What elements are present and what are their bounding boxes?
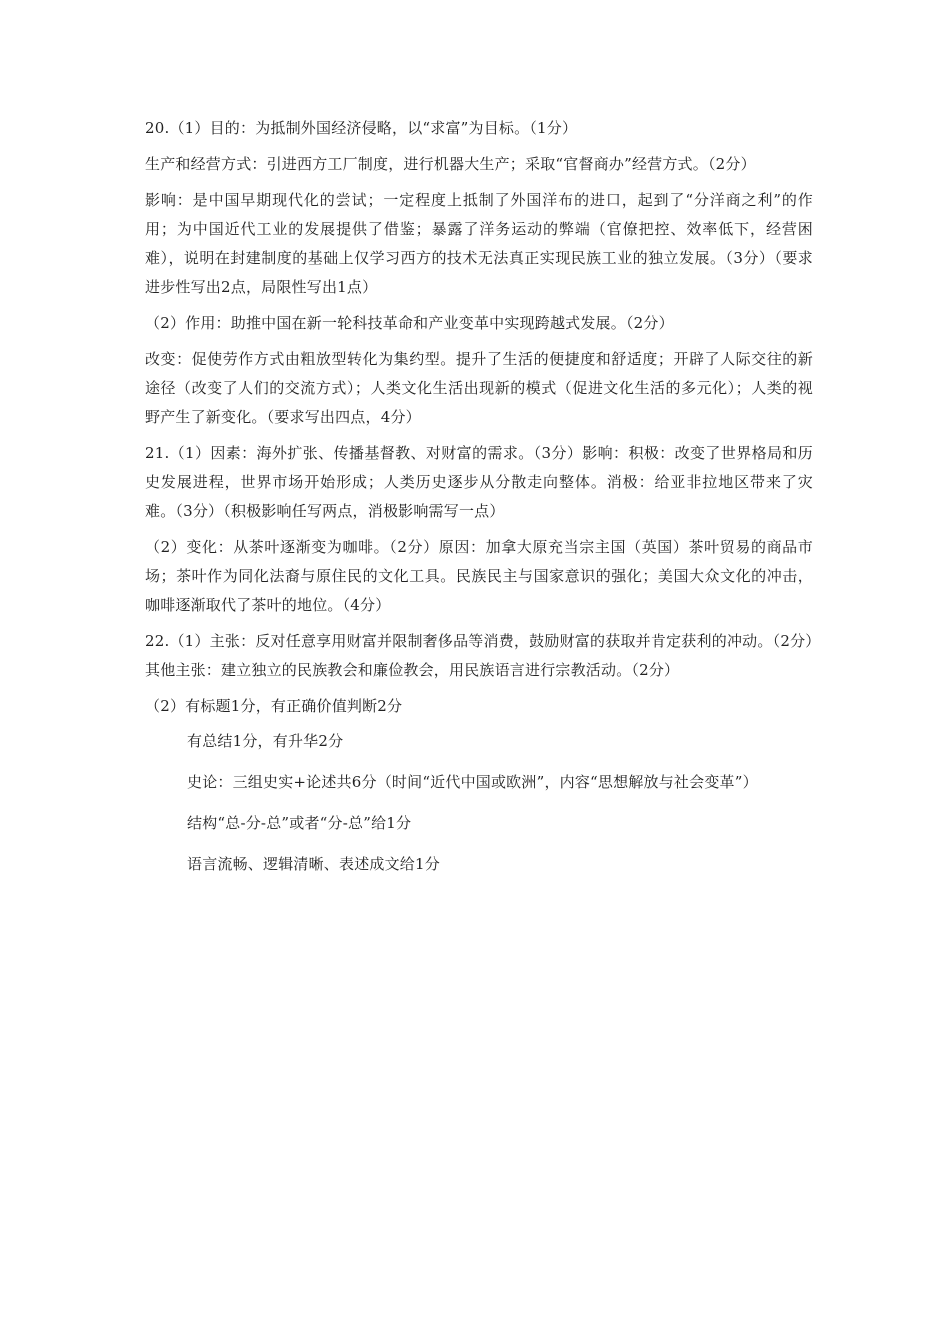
rubric-item-structure: 结构“总-分-总”或者“分-总”给1分: [187, 814, 412, 832]
q21-part2: （2）变化：从茶叶逐渐变为咖啡。（2分）原因：加拿大原充当宗主国（英国）茶叶贸易的商品市场；茶叶作为同化法裔与原住民的文化工具。民族民主与国家意识的强化；美国大众文化的冲击，咖啡逐渐取代了茶叶的地位。（4分）: [145, 538, 813, 614]
q22-part2-rubric-title: （2）有标题1分，有正确价值判断2分: [145, 697, 403, 715]
q20-part1-impact: 影响：是中国早期现代化的尝试；一定程度上抵制了外国洋布的进口，起到了“分洋商之利”的作用；为中国近代工业的发展提供了借鉴；暴露了洋务运动的弊端（官僚把控、效率低下，经营困难），说明在封建制度的基础上仅学习西方的技术无法真正实现民族工业的独立发展。（3分）（要求进步性写出2点，局限性写出1点）: [145, 191, 813, 296]
rubric-item-language: 语言流畅、逻辑清晰、表述成文给1分: [187, 855, 440, 873]
q20-part2-role: （2）作用：助推中国在新一轮科技革命和产业变革中实现跨越式发展。（2分）: [145, 314, 674, 332]
q21-part1: 21.（1）因素：海外扩张、传播基督教、对财富的需求。（3分）影响：积极：改变了世界格局和历史发展进程，世界市场开始形成；人类历史逐步从分散走向整体。消极：给亚非拉地区带来了灾难。（3分）（积极影响任写两点，消极影响需写一点）: [145, 444, 813, 520]
q20-part1-production-method: 生产和经营方式：引进西方工厂制度，进行机器大生产；采取“官督商办”经营方式。（2分）: [145, 155, 756, 173]
answer-key-content: [145, 114, 813, 891]
rubric-item-summary: 有总结1分，有升华2分: [187, 732, 344, 750]
q20-part1-purpose: 20.（1）目的：为抵制外国经济侵略，以“求富”为目标。（1分）: [145, 119, 578, 137]
q22-part1: 22.（1）主张：反对任意享用财富并限制奢侈品等消费，鼓励财富的获取并肯定获利的冲动。（2分）其他主张：建立独立的民族教会和廉俭教会，用民族语言进行宗教活动。（2分）: [145, 632, 813, 679]
rubric-item-history-argument: 史论：三组史实+论述共6分（时间“近代中国或欧洲”，内容“思想解放与社会变革”）: [187, 773, 758, 791]
q20-part2-change: 改变：促使劳作方式由粗放型转化为集约型。提升了生活的便捷度和舒适度；开辟了人际交往的新途径（改变了人们的交流方式）；人类文化生活出现新的模式（促进文化生活的多元化）；人类的视野产生了新变化。（要求写出四点，4分）: [145, 350, 813, 426]
